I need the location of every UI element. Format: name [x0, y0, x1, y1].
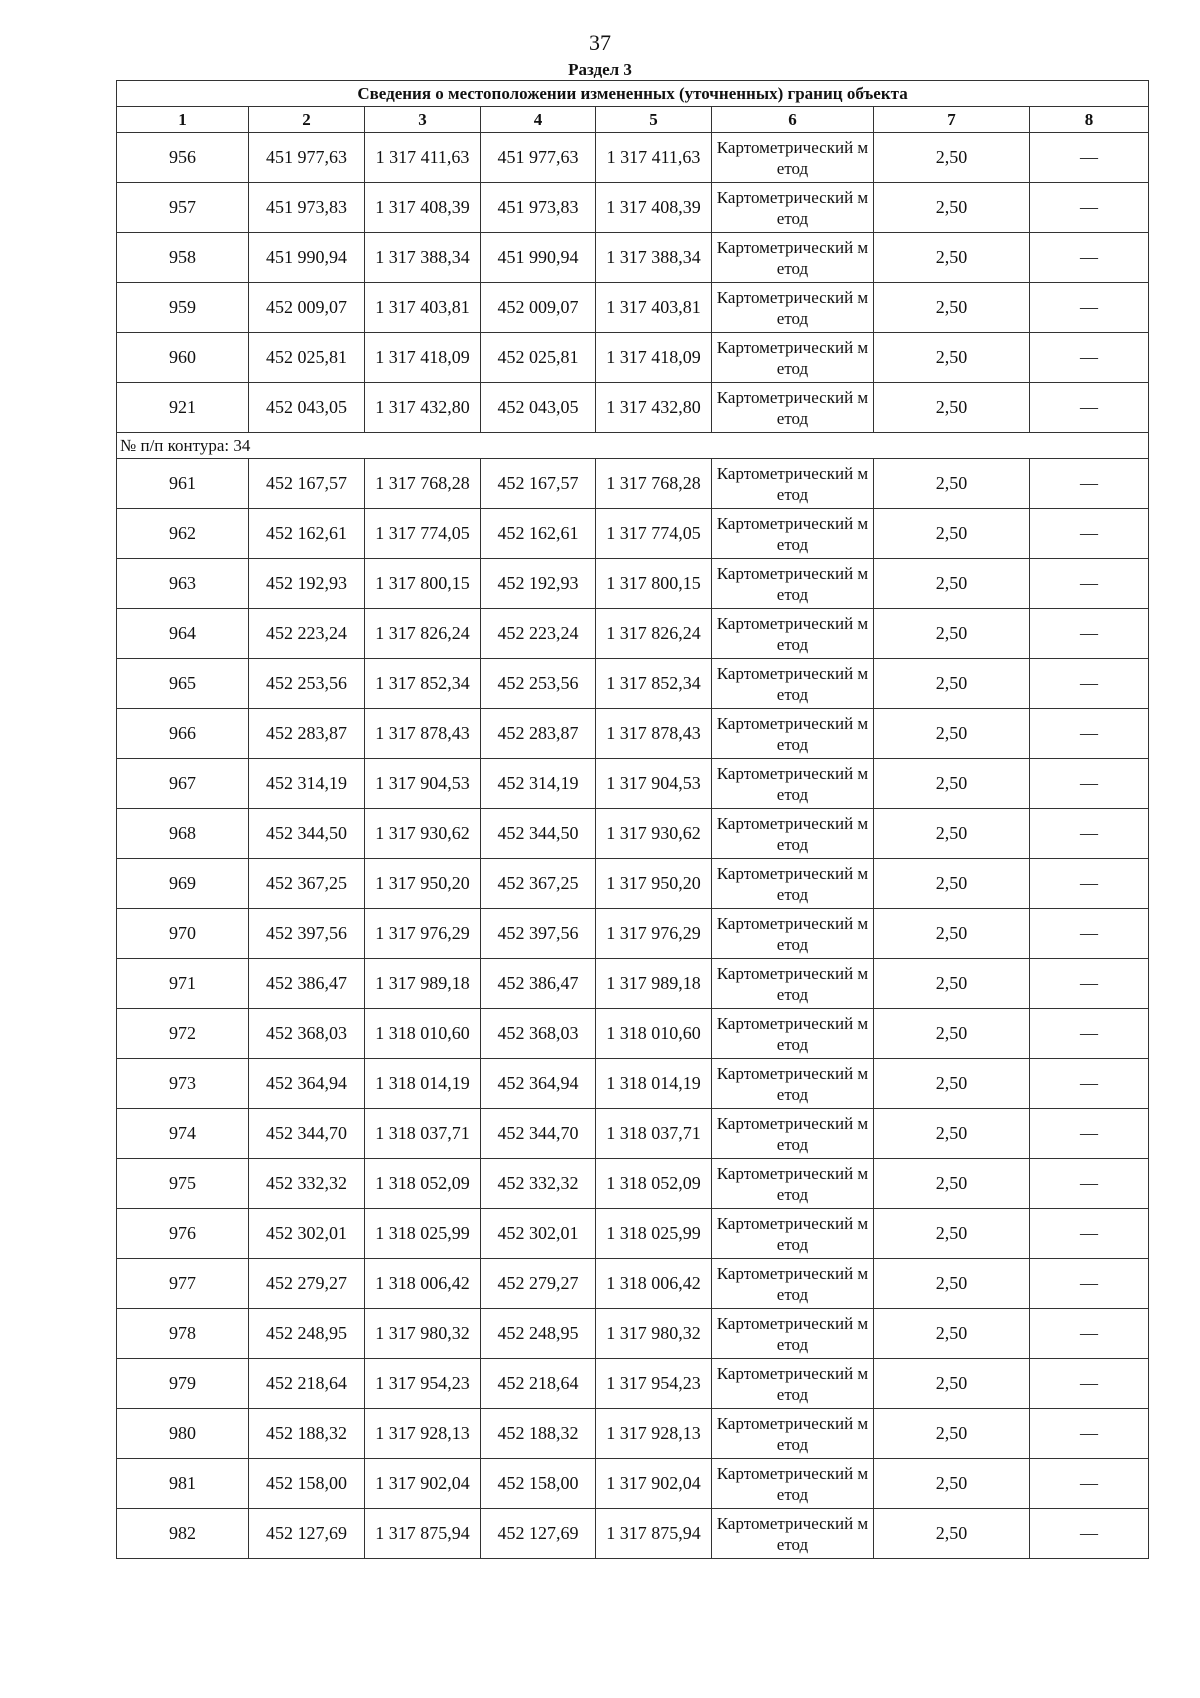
determination-method: Картометрический метод — [712, 1059, 874, 1109]
accuracy-value: 2,50 — [874, 1509, 1030, 1559]
determination-method: Картометрический метод — [712, 1259, 874, 1309]
table-row — [117, 333, 1149, 383]
y-coordinate-new: 1 318 052,09 — [596, 1159, 712, 1209]
determination-method: Картометрический метод — [712, 659, 874, 709]
description-value: — — [1030, 1209, 1149, 1259]
point-number: 982 — [117, 1509, 249, 1559]
x-coordinate-old: 452 127,69 — [249, 1509, 365, 1559]
accuracy-value: 2,50 — [874, 1059, 1030, 1109]
x-coordinate-new: 452 283,87 — [481, 709, 596, 759]
x-coordinate-old: 452 386,47 — [249, 959, 365, 1009]
point-number: 972 — [117, 1009, 249, 1059]
x-coordinate-new: 452 162,61 — [481, 509, 596, 559]
y-coordinate-old: 1 317 800,15 — [365, 559, 481, 609]
y-coordinate-old: 1 317 878,43 — [365, 709, 481, 759]
point-number: 966 — [117, 709, 249, 759]
description-value: — — [1030, 609, 1149, 659]
x-coordinate-new: 452 344,50 — [481, 809, 596, 859]
point-number: 968 — [117, 809, 249, 859]
accuracy-value: 2,50 — [874, 609, 1030, 659]
accuracy-value: 2,50 — [874, 183, 1030, 233]
determination-method: Картометрический метод — [712, 1209, 874, 1259]
table-row — [117, 859, 1149, 909]
table-row — [117, 1359, 1149, 1409]
x-coordinate-old: 452 188,32 — [249, 1409, 365, 1459]
table-row — [117, 709, 1149, 759]
accuracy-value: 2,50 — [874, 1209, 1030, 1259]
accuracy-value: 2,50 — [874, 559, 1030, 609]
point-number: 974 — [117, 1109, 249, 1159]
x-coordinate-old: 452 344,70 — [249, 1109, 365, 1159]
determination-method: Картометрический метод — [712, 1409, 874, 1459]
x-coordinate-new: 452 167,57 — [481, 459, 596, 509]
y-coordinate-new: 1 317 774,05 — [596, 509, 712, 559]
description-value: — — [1030, 509, 1149, 559]
determination-method: Картометрический метод — [712, 859, 874, 909]
y-coordinate-new: 1 318 014,19 — [596, 1059, 712, 1109]
accuracy-value: 2,50 — [874, 909, 1030, 959]
table-row — [117, 183, 1149, 233]
determination-method: Картометрический метод — [712, 133, 874, 183]
page-number: 37 — [589, 30, 611, 55]
determination-method: Картометрический метод — [712, 233, 874, 283]
accuracy-value: 2,50 — [874, 459, 1030, 509]
determination-method: Картометрический метод — [712, 759, 874, 809]
accuracy-value: 2,50 — [874, 383, 1030, 433]
y-coordinate-old: 1 317 852,34 — [365, 659, 481, 709]
table-row — [117, 1159, 1149, 1209]
table-row — [117, 1109, 1149, 1159]
description-value: — — [1030, 809, 1149, 859]
table-row — [117, 959, 1149, 1009]
column-header: 3 — [365, 107, 481, 133]
x-coordinate-old: 452 314,19 — [249, 759, 365, 809]
y-coordinate-old: 1 317 418,09 — [365, 333, 481, 383]
determination-method: Картометрический метод — [712, 509, 874, 559]
point-number: 921 — [117, 383, 249, 433]
determination-method: Картометрический метод — [712, 909, 874, 959]
section-title: Раздел 3 — [568, 60, 632, 79]
coordinates-table — [116, 80, 1149, 1559]
column-header: 2 — [249, 107, 365, 133]
x-coordinate-old: 452 253,56 — [249, 659, 365, 709]
point-number: 976 — [117, 1209, 249, 1259]
table-row — [117, 1459, 1149, 1509]
y-coordinate-old: 1 318 052,09 — [365, 1159, 481, 1209]
point-number: 964 — [117, 609, 249, 659]
column-header: 4 — [481, 107, 596, 133]
y-coordinate-old: 1 317 403,81 — [365, 283, 481, 333]
determination-method: Картометрический метод — [712, 183, 874, 233]
description-value: — — [1030, 1459, 1149, 1509]
point-number: 975 — [117, 1159, 249, 1209]
y-coordinate-old: 1 317 980,32 — [365, 1309, 481, 1359]
y-coordinate-new: 1 317 768,28 — [596, 459, 712, 509]
x-coordinate-new: 452 397,56 — [481, 909, 596, 959]
description-value: — — [1030, 183, 1149, 233]
table-row — [117, 809, 1149, 859]
table-caption: Сведения о местоположении измененных (уточненных) границ объекта — [117, 81, 1149, 107]
determination-method: Картометрический метод — [712, 609, 874, 659]
determination-method: Картометрический метод — [712, 559, 874, 609]
description-value: — — [1030, 333, 1149, 383]
description-value: — — [1030, 1059, 1149, 1109]
table-row — [117, 233, 1149, 283]
accuracy-value: 2,50 — [874, 233, 1030, 283]
y-coordinate-new: 1 317 976,29 — [596, 909, 712, 959]
table-row — [117, 1209, 1149, 1259]
table-body — [117, 81, 1149, 1559]
description-value: — — [1030, 659, 1149, 709]
description-value: — — [1030, 859, 1149, 909]
x-coordinate-new: 452 364,94 — [481, 1059, 596, 1109]
x-coordinate-new: 452 009,07 — [481, 283, 596, 333]
y-coordinate-old: 1 317 930,62 — [365, 809, 481, 859]
y-coordinate-new: 1 317 388,34 — [596, 233, 712, 283]
x-coordinate-old: 452 158,00 — [249, 1459, 365, 1509]
description-value: — — [1030, 1359, 1149, 1409]
x-coordinate-old: 452 279,27 — [249, 1259, 365, 1309]
table-row — [117, 609, 1149, 659]
description-value: — — [1030, 383, 1149, 433]
description-value: — — [1030, 1159, 1149, 1209]
x-coordinate-old: 452 344,50 — [249, 809, 365, 859]
y-coordinate-new: 1 317 902,04 — [596, 1459, 712, 1509]
x-coordinate-new: 452 188,32 — [481, 1409, 596, 1459]
determination-method: Картометрический метод — [712, 459, 874, 509]
table-row — [117, 459, 1149, 509]
point-number: 965 — [117, 659, 249, 709]
x-coordinate-old: 452 302,01 — [249, 1209, 365, 1259]
determination-method: Картометрический метод — [712, 283, 874, 333]
description-value: — — [1030, 1009, 1149, 1059]
y-coordinate-old: 1 317 954,23 — [365, 1359, 481, 1409]
y-coordinate-old: 1 317 904,53 — [365, 759, 481, 809]
x-coordinate-new: 452 223,24 — [481, 609, 596, 659]
y-coordinate-new: 1 317 980,32 — [596, 1309, 712, 1359]
y-coordinate-old: 1 317 902,04 — [365, 1459, 481, 1509]
point-number: 961 — [117, 459, 249, 509]
determination-method: Картометрический метод — [712, 1359, 874, 1409]
point-number: 971 — [117, 959, 249, 1009]
y-coordinate-old: 1 317 826,24 — [365, 609, 481, 659]
description-value: — — [1030, 559, 1149, 609]
table-row — [117, 659, 1149, 709]
y-coordinate-new: 1 317 875,94 — [596, 1509, 712, 1559]
accuracy-value: 2,50 — [874, 133, 1030, 183]
y-coordinate-new: 1 317 904,53 — [596, 759, 712, 809]
determination-method: Картометрический метод — [712, 1109, 874, 1159]
x-coordinate-new: 452 332,32 — [481, 1159, 596, 1209]
x-coordinate-new: 452 192,93 — [481, 559, 596, 609]
x-coordinate-new: 452 368,03 — [481, 1009, 596, 1059]
point-number: 960 — [117, 333, 249, 383]
x-coordinate-old: 452 218,64 — [249, 1359, 365, 1409]
accuracy-value: 2,50 — [874, 1259, 1030, 1309]
y-coordinate-old: 1 317 989,18 — [365, 959, 481, 1009]
table-row — [117, 383, 1149, 433]
x-coordinate-new: 451 977,63 — [481, 133, 596, 183]
accuracy-value: 2,50 — [874, 509, 1030, 559]
accuracy-value: 2,50 — [874, 659, 1030, 709]
y-coordinate-new: 1 318 010,60 — [596, 1009, 712, 1059]
y-coordinate-new: 1 317 930,62 — [596, 809, 712, 859]
x-coordinate-old: 452 364,94 — [249, 1059, 365, 1109]
contour-row — [117, 433, 1149, 459]
table-row — [117, 133, 1149, 183]
determination-method: Картометрический метод — [712, 1309, 874, 1359]
table-row — [117, 1259, 1149, 1309]
accuracy-value: 2,50 — [874, 283, 1030, 333]
table-row — [117, 509, 1149, 559]
y-coordinate-old: 1 317 768,28 — [365, 459, 481, 509]
table-caption-row — [117, 81, 1149, 107]
table-row — [117, 559, 1149, 609]
y-coordinate-new: 1 317 954,23 — [596, 1359, 712, 1409]
point-number: 956 — [117, 133, 249, 183]
accuracy-value: 2,50 — [874, 859, 1030, 909]
description-value: — — [1030, 959, 1149, 1009]
y-coordinate-old: 1 318 037,71 — [365, 1109, 481, 1159]
x-coordinate-old: 452 192,93 — [249, 559, 365, 609]
accuracy-value: 2,50 — [874, 1409, 1030, 1459]
accuracy-value: 2,50 — [874, 1109, 1030, 1159]
x-coordinate-old: 451 973,83 — [249, 183, 365, 233]
x-coordinate-new: 452 314,19 — [481, 759, 596, 809]
description-value: — — [1030, 909, 1149, 959]
y-coordinate-new: 1 317 403,81 — [596, 283, 712, 333]
x-coordinate-new: 451 973,83 — [481, 183, 596, 233]
x-coordinate-old: 451 977,63 — [249, 133, 365, 183]
point-number: 967 — [117, 759, 249, 809]
y-coordinate-old: 1 318 006,42 — [365, 1259, 481, 1309]
y-coordinate-new: 1 317 878,43 — [596, 709, 712, 759]
x-coordinate-old: 451 990,94 — [249, 233, 365, 283]
column-header: 8 — [1030, 107, 1149, 133]
description-value: — — [1030, 1109, 1149, 1159]
y-coordinate-new: 1 317 411,63 — [596, 133, 712, 183]
x-coordinate-new: 452 344,70 — [481, 1109, 596, 1159]
x-coordinate-old: 452 043,05 — [249, 383, 365, 433]
y-coordinate-new: 1 317 800,15 — [596, 559, 712, 609]
accuracy-value: 2,50 — [874, 759, 1030, 809]
determination-method: Картометрический метод — [712, 959, 874, 1009]
description-value: — — [1030, 459, 1149, 509]
x-coordinate-new: 452 127,69 — [481, 1509, 596, 1559]
description-value: — — [1030, 1309, 1149, 1359]
table-row — [117, 1009, 1149, 1059]
y-coordinate-new: 1 317 928,13 — [596, 1409, 712, 1459]
y-coordinate-new: 1 318 025,99 — [596, 1209, 712, 1259]
point-number: 969 — [117, 859, 249, 909]
x-coordinate-old: 452 009,07 — [249, 283, 365, 333]
determination-method: Картометрический метод — [712, 1459, 874, 1509]
column-header: 5 — [596, 107, 712, 133]
y-coordinate-old: 1 317 950,20 — [365, 859, 481, 909]
table-row — [117, 759, 1149, 809]
description-value: — — [1030, 1409, 1149, 1459]
x-coordinate-new: 452 043,05 — [481, 383, 596, 433]
table-row — [117, 1309, 1149, 1359]
y-coordinate-old: 1 318 025,99 — [365, 1209, 481, 1259]
description-value: — — [1030, 233, 1149, 283]
point-number: 978 — [117, 1309, 249, 1359]
x-coordinate-old: 452 167,57 — [249, 459, 365, 509]
accuracy-value: 2,50 — [874, 333, 1030, 383]
x-coordinate-new: 452 025,81 — [481, 333, 596, 383]
point-number: 963 — [117, 559, 249, 609]
x-coordinate-old: 452 223,24 — [249, 609, 365, 659]
accuracy-value: 2,50 — [874, 709, 1030, 759]
y-coordinate-old: 1 317 432,80 — [365, 383, 481, 433]
accuracy-value: 2,50 — [874, 959, 1030, 1009]
y-coordinate-old: 1 318 010,60 — [365, 1009, 481, 1059]
x-coordinate-old: 452 283,87 — [249, 709, 365, 759]
y-coordinate-new: 1 317 826,24 — [596, 609, 712, 659]
x-coordinate-new: 452 279,27 — [481, 1259, 596, 1309]
column-header: 1 — [117, 107, 249, 133]
x-coordinate-old: 452 367,25 — [249, 859, 365, 909]
column-header: 7 — [874, 107, 1030, 133]
description-value: — — [1030, 1259, 1149, 1309]
x-coordinate-old: 452 248,95 — [249, 1309, 365, 1359]
accuracy-value: 2,50 — [874, 1009, 1030, 1059]
y-coordinate-old: 1 317 411,63 — [365, 133, 481, 183]
table-row — [117, 1409, 1149, 1459]
point-number: 981 — [117, 1459, 249, 1509]
description-value: — — [1030, 133, 1149, 183]
accuracy-value: 2,50 — [874, 809, 1030, 859]
y-coordinate-old: 1 317 774,05 — [365, 509, 481, 559]
description-value: — — [1030, 759, 1149, 809]
table-header-row — [117, 107, 1149, 133]
accuracy-value: 2,50 — [874, 1459, 1030, 1509]
x-coordinate-new: 452 302,01 — [481, 1209, 596, 1259]
y-coordinate-old: 1 317 388,34 — [365, 233, 481, 283]
description-value: — — [1030, 709, 1149, 759]
y-coordinate-new: 1 318 006,42 — [596, 1259, 712, 1309]
point-number: 959 — [117, 283, 249, 333]
x-coordinate-new: 452 248,95 — [481, 1309, 596, 1359]
table-row — [117, 909, 1149, 959]
y-coordinate-new: 1 317 989,18 — [596, 959, 712, 1009]
description-value: — — [1030, 1509, 1149, 1559]
x-coordinate-old: 452 397,56 — [249, 909, 365, 959]
table-row — [117, 1059, 1149, 1109]
y-coordinate-old: 1 317 928,13 — [365, 1409, 481, 1459]
description-value: — — [1030, 283, 1149, 333]
y-coordinate-new: 1 317 950,20 — [596, 859, 712, 909]
y-coordinate-new: 1 317 418,09 — [596, 333, 712, 383]
x-coordinate-new: 452 218,64 — [481, 1359, 596, 1409]
point-number: 979 — [117, 1359, 249, 1409]
table-row — [117, 1509, 1149, 1559]
y-coordinate-new: 1 317 852,34 — [596, 659, 712, 709]
determination-method: Картометрический метод — [712, 1159, 874, 1209]
determination-method: Картометрический метод — [712, 709, 874, 759]
x-coordinate-new: 452 253,56 — [481, 659, 596, 709]
point-number: 980 — [117, 1409, 249, 1459]
accuracy-value: 2,50 — [874, 1309, 1030, 1359]
determination-method: Картометрический метод — [712, 1009, 874, 1059]
point-number: 958 — [117, 233, 249, 283]
column-header: 6 — [712, 107, 874, 133]
x-coordinate-new: 452 367,25 — [481, 859, 596, 909]
x-coordinate-old: 452 025,81 — [249, 333, 365, 383]
determination-method: Картометрический метод — [712, 383, 874, 433]
determination-method: Картометрический метод — [712, 1509, 874, 1559]
accuracy-value: 2,50 — [874, 1159, 1030, 1209]
x-coordinate-new: 452 386,47 — [481, 959, 596, 1009]
y-coordinate-new: 1 317 432,80 — [596, 383, 712, 433]
y-coordinate-old: 1 317 976,29 — [365, 909, 481, 959]
y-coordinate-old: 1 317 875,94 — [365, 1509, 481, 1559]
table-row — [117, 283, 1149, 333]
determination-method: Картометрический метод — [712, 809, 874, 859]
point-number: 957 — [117, 183, 249, 233]
y-coordinate-old: 1 318 014,19 — [365, 1059, 481, 1109]
x-coordinate-old: 452 368,03 — [249, 1009, 365, 1059]
point-number: 970 — [117, 909, 249, 959]
determination-method: Картометрический метод — [712, 333, 874, 383]
y-coordinate-old: 1 317 408,39 — [365, 183, 481, 233]
y-coordinate-new: 1 317 408,39 — [596, 183, 712, 233]
point-number: 973 — [117, 1059, 249, 1109]
x-coordinate-new: 452 158,00 — [481, 1459, 596, 1509]
point-number: 962 — [117, 509, 249, 559]
x-coordinate-old: 452 162,61 — [249, 509, 365, 559]
accuracy-value: 2,50 — [874, 1359, 1030, 1409]
contour-label: № п/п контура: 34 — [117, 433, 1149, 459]
x-coordinate-new: 451 990,94 — [481, 233, 596, 283]
x-coordinate-old: 452 332,32 — [249, 1159, 365, 1209]
y-coordinate-new: 1 318 037,71 — [596, 1109, 712, 1159]
point-number: 977 — [117, 1259, 249, 1309]
